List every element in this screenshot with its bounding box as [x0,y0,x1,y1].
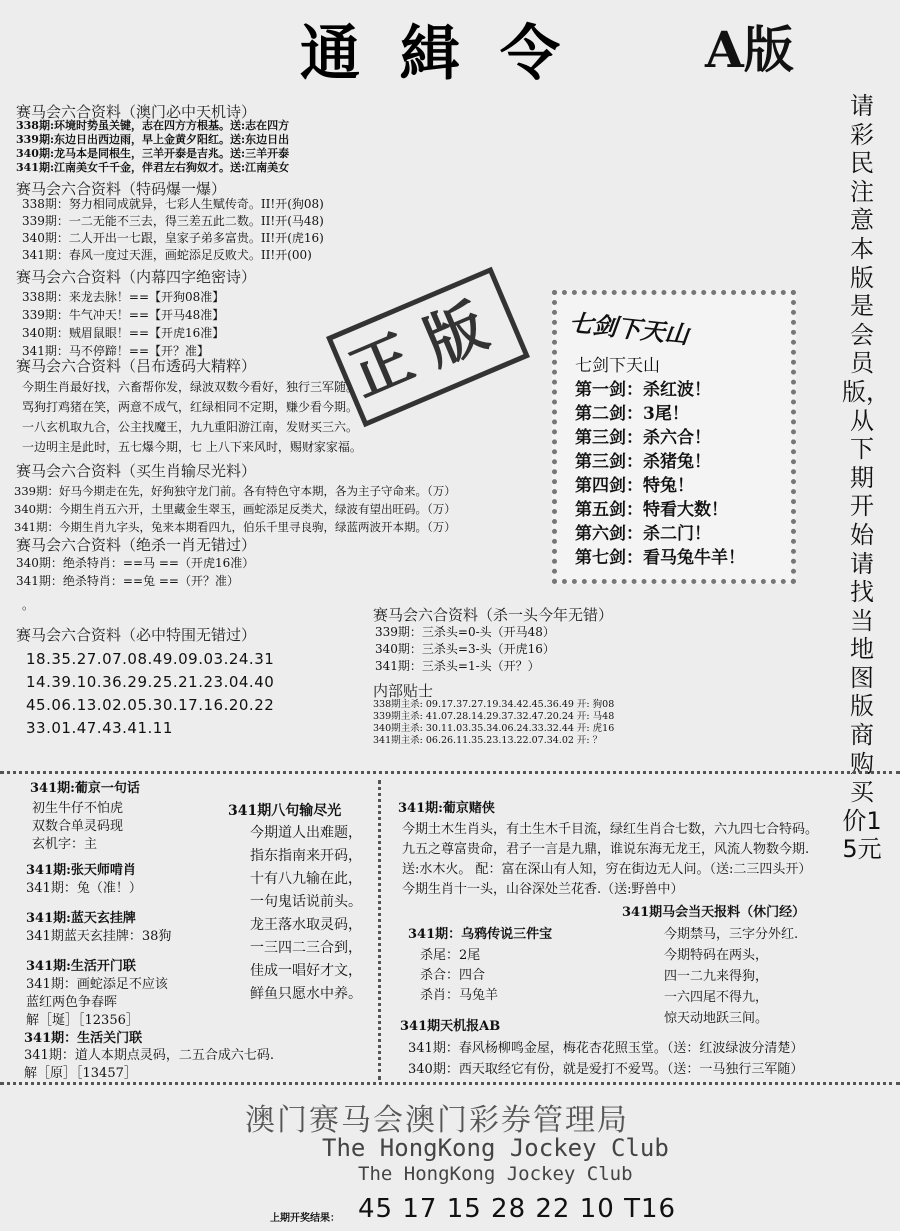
text-line: 一八玄机取九合，公主找魔王，九九重阳游江南，发财买三六。 [22,420,359,434]
text-line: 今期禁马，三字分外红. [664,927,799,942]
text-line: 338期：来龙去脉！==【开狗08准】 [22,290,225,304]
text-line: 341期：道人本期点灵码，二五合成六七码. [24,1048,274,1063]
section-title: 赛马会六合资料（内幕四字绝密诗） [16,268,257,286]
text-line: 今期生肖最好找，六畜帮你发，绿波双数今看好，独行三军随。 [22,380,359,394]
text-line: 解［原］［13457］ [24,1066,137,1081]
text-line: 339期：牛气冲天！==【开马48准】 [22,308,225,322]
section-title: 赛马会六合资料（必中特围无错过） [16,626,257,644]
number-grid [26,648,274,740]
section-body [22,196,324,264]
text-line: 341期：今期生肖九字头，兔来本期看四九，伯乐千里寻良驹，绿蓝两波开本期。（万） [14,520,456,534]
sword-item: 第二剑：3尾！ [575,404,689,424]
text-line: 蓝红两色争春晖 [26,995,118,1010]
text-line: 340期：贼眉鼠眼！==【开虎16准】 [22,326,225,340]
org-name-en-small: The HongKong Jockey Club [358,1163,633,1185]
text-line: 341期蓝天玄挂牌：38狗 [26,929,172,944]
sword-item: 第七剑：看马兔牛羊！ [575,548,745,568]
text-line: 今期道人出难题， [250,825,362,841]
section-body [14,482,456,536]
text-line: 双数合单灵码现 [32,819,124,834]
text-line: 十有八九输在此， [250,871,362,887]
text-line: 杀合：四合 [420,968,486,983]
text-line: 338期：努力相同成就异，七彩人生赋传奇。II!开(狗08) [22,197,324,211]
block-body [402,820,818,900]
sword-item: 第三剑：杀猪兔！ [575,452,711,472]
authentic-stamp: 正版 [326,267,530,428]
text-line: 玄机字：主 [32,837,98,852]
text-line: 鲜鱼只愿水中养。 [250,986,362,1002]
block-body [26,976,168,1030]
block-body [420,946,498,1006]
text-line: 340期：绝杀特肖：==马 ==（开虎16准） [16,556,255,570]
text-line: 339期主杀: 41.07.28.14.29.37.32.47.20.24 开: 马48 [373,711,615,722]
number-row: 14.39.10.36.29.25.21.23.04.40 [26,673,275,691]
section-title: 内部贴士 [373,682,434,700]
section-title: 赛马会六合资料（杀一头今年无错） [373,606,614,624]
number-row: 45.06.13.02.05.30.17.16.20.22 [26,696,275,714]
block-title: 341期马会当天报料（休门经） [622,905,806,920]
text-line: 340期:龙马本是同根生，三羊开泰是吉兆。送:三羊开泰 [16,147,290,160]
block-title: 341期:张天师啃肖 [26,863,136,878]
org-name-en: The HongKong Jockey Club [322,1134,669,1162]
text-line: 339期:东边日出西边雨，早上金黄夕阳红。送:东边日出 [16,133,290,146]
text-line: 指东指南来开码， [250,848,362,864]
text-line: 今期特码在两头， [664,948,769,963]
text-line: 一三四二三合到， [250,940,362,956]
section-title: 赛马会六合资料（买生肖输尽光料） [16,462,257,480]
text-line: 今期生肖十一头，山谷深处兰花香.（送:野兽中） [402,882,684,897]
text-line: 初生牛仔不怕虎 [32,801,124,816]
number-row: 33.01.47.43.41.11 [26,719,173,737]
section-body [22,377,362,457]
column-divider [378,780,381,1080]
edition-label: A版 [705,20,794,79]
text-line: 339期：三杀头=0-头（开马48） [375,625,555,639]
section-body [22,288,224,360]
text-line: 解［埏］［12356］ [26,1013,139,1028]
sword-item: 第一剑：杀红波！ [575,380,711,400]
section-body [16,119,289,175]
sword-item: 第五剑：特看大数！ [575,500,728,520]
text-line: 341期：兔（准！） [26,881,142,896]
text-line: 339期：好马今期走在先，好狗独守龙门前。各有特色守本期，各为主子守命来。（万） [14,484,456,498]
block-title: 341期：乌鸦传说三件宝 [408,927,553,942]
block-title: 341期:生活开门联 [26,959,136,974]
text-line: 九五之尊富贵命，君子一言是九鼎，谁说东海无龙王，风流人物数今期. [402,842,810,857]
swords-subtitle: 七剑下天山 [575,356,660,376]
text-line: 341期：画蛇添足不应该 [26,977,168,992]
text-line: 惊天动地跃三间。 [664,1011,769,1026]
text-line: 骂狗打鸡猪在笑，两意不成气，红绿相同不定期，赚少看今期。 [22,400,359,414]
text-line: 一六四尾不得九， [664,990,769,1005]
text-line: 340期：三杀头=3-头（开虎16） [375,642,555,656]
text-line: 338期主杀: 09.17.37.27.19.34.42.45.36.49 开: 狗08 [373,699,615,710]
text-line: 340期主杀: 30.11.03.35.34.06.24.33.32.44 开: 虎16 [373,723,615,734]
seven-swords-box [552,290,796,584]
block-body [250,822,362,1006]
block-body [664,924,798,1029]
text-line: 340期：二人开出一七跟，皇家子弟多富贵。II!开(虎16) [22,231,324,245]
text-line: 341期主杀: 06.26.11.35.23.13.22.07.34.02 开: ？ [373,735,603,746]
text-line: 340期：西天取经它有份，就是爱打不爱骂。（送：一马独行三军随） [408,1062,804,1077]
block-title: 341期：生活关门联 [24,1031,143,1046]
text-line: 龙王落水取灵码， [250,917,362,933]
sword-item: 第四剑：特兔！ [575,476,694,496]
swords-title: 七剑下天山 [567,307,690,350]
block-title: 341期:葡京一句话 [30,781,140,796]
sword-item: 第三剑：杀六合！ [575,428,711,448]
section-title: 赛马会六合资料（澳门必中天机诗） [16,103,257,121]
result-label: 上期开奖结果： [270,1213,340,1224]
text-line: 341期：绝杀特肖：==兔 ==（开？准） [16,574,239,588]
block-body [408,1038,803,1080]
section-title: 赛马会六合资料（绝杀一肖无错过） [16,536,257,554]
text-line: 339期：一二无能不三去，得三差五此二数。II!开(马48) [22,214,324,228]
text-line: 341期：三杀头=1-头（开？） [375,659,540,673]
org-name-cn: 澳门赛马会澳门彩券管理局 [245,1103,629,1138]
text-line: 杀尾：2尾 [420,948,481,963]
text-line: 今期土木生肖头，有土生木千目流，绿红生肖合七数，六九四七合特码。 [402,822,819,837]
text-line: 杀肖：马兔羊 [420,988,499,1003]
text-line: 341期：马不停蹄！==【开？准】 [22,344,210,358]
section-title: 赛马会六合资料（特码爆一爆） [16,180,227,198]
block-title: 341期:葡京赌侠 [398,801,495,816]
block-body [32,800,123,854]
text-line: 341期：春风杨柳鸣金屋，梅花杏花照玉堂。（送：红波绿波分清楚） [408,1041,804,1056]
section-body [375,624,555,675]
section-title: 赛马会六合资料（吕布透码大精粹） [16,357,257,375]
sword-item: 第六剑：杀二门！ [575,524,711,544]
result-numbers: 45 17 15 28 22 10 T16 [358,1194,677,1224]
text-line: 佳成一唱好才文， [250,963,362,979]
text-line: 338期:环境时势虽关键，志在四方方根基。送:志在四方 [16,119,290,132]
section-body [373,699,614,747]
section-body [16,554,254,590]
text-line: 四一二九来得狗， [664,969,769,984]
number-row: 18.35.27.07.08.49.09.03.24.31 [26,650,275,668]
block-title: 341期:蓝天玄挂牌 [26,911,136,926]
text-line: 一边明主是此时，五七爆今期，七 上八下来风时，赐财家家福。 [22,440,362,454]
block-body [24,1047,274,1083]
block-title: 341期八句输尽光 [228,803,342,819]
page-title: 通緝令 [300,19,600,89]
text-line: 340期：今期生肖五六开，土里藏金生翠玉，画蛇添足反类犬，绿波有望出旺码。（万） [14,502,456,516]
vertical-notice: 请彩民注意本版是会员版，从下期开始请找当地图版商购买价15元 [842,92,890,864]
text-line: 341期:江南美女千千金，伴君左右狗奴才。送:江南美女 [16,161,290,174]
text-line: 送:水木火。 配：富在深山有人知，穷在街边无人问。（送:二三四头开） [402,862,812,877]
text-line: 一句鬼话说前头。 [250,894,362,910]
section-divider [0,771,900,774]
stray-dot: 。 [22,598,35,612]
block-title: 341期天机报AB [400,1019,501,1034]
text-line: 341期：春风一度过天涯，画蛇添足反败犬。II!开(00) [22,248,312,262]
